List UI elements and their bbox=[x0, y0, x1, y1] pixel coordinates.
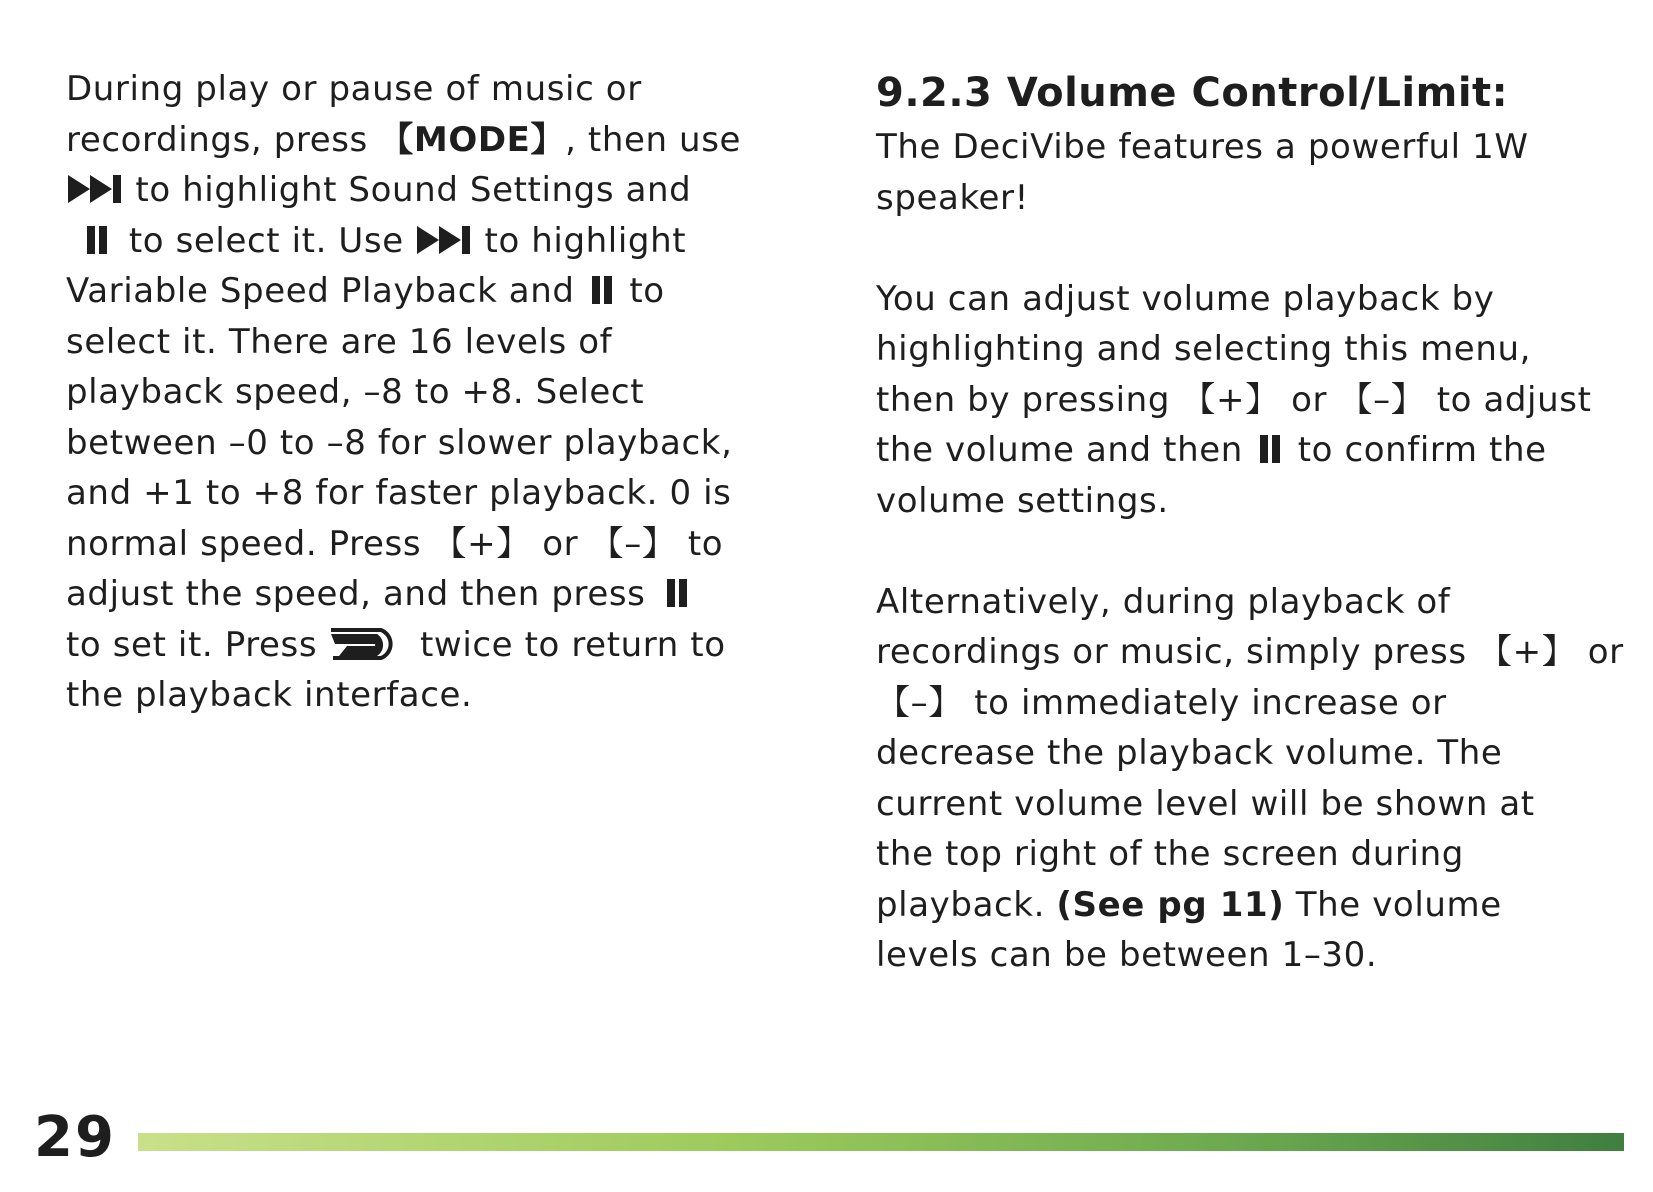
left-line-8: between –0 to –8 for slower playback, bbox=[66, 422, 733, 463]
left-line-11 bbox=[66, 569, 786, 620]
section-heading: 9.2.3 Volume Control/Limit: bbox=[876, 70, 1509, 116]
pause-icon bbox=[657, 577, 697, 609]
left-line-12 bbox=[66, 620, 786, 671]
paragraph-spacer bbox=[876, 223, 1616, 274]
footer-gradient-bar bbox=[138, 1133, 1624, 1151]
back-return-icon bbox=[329, 626, 409, 660]
pause-icon bbox=[77, 224, 117, 256]
text: adjust the speed, and then press bbox=[66, 574, 657, 614]
text: to confirm the bbox=[1286, 430, 1547, 470]
left-line-3 bbox=[66, 165, 786, 216]
left-line-7: playback speed, –8 to +8. Select bbox=[66, 372, 645, 412]
text: , then use bbox=[565, 119, 742, 160]
left-line-9: and +1 to +8 for faster playback. 0 is bbox=[66, 473, 732, 513]
mode-key-label: 【MODE】 bbox=[379, 119, 566, 160]
section-body bbox=[876, 122, 1624, 981]
right-line: highlighting and selecting this menu, bbox=[876, 329, 1532, 369]
right-line: levels can be between 1–30. bbox=[876, 935, 1378, 975]
skip-forward-icon bbox=[415, 224, 473, 256]
text: recordings, press bbox=[66, 119, 380, 160]
right-line: the top right of the screen during bbox=[876, 834, 1464, 874]
left-line-6: select it. There are 16 levels of bbox=[66, 321, 613, 362]
paragraph-spacer bbox=[876, 526, 1616, 577]
left-line-10: normal speed. Press 【+】 or 【–】 to bbox=[66, 523, 724, 564]
left-line-13: the playback interface. bbox=[66, 675, 473, 715]
text: to highlight bbox=[473, 220, 687, 261]
left-line-4 bbox=[66, 216, 786, 267]
text: the volume and then bbox=[876, 430, 1255, 470]
right-line: You can adjust volume playback by bbox=[876, 278, 1495, 319]
text: to highlight Sound Settings and bbox=[124, 170, 692, 210]
right-line bbox=[876, 880, 1616, 931]
text: to set it. Press bbox=[66, 624, 329, 665]
text: Variable Speed Playback and bbox=[66, 271, 586, 311]
left-line-1: During play or pause of music or bbox=[66, 69, 642, 109]
right-column bbox=[876, 64, 1624, 981]
skip-forward-icon bbox=[66, 173, 124, 205]
pause-icon bbox=[1254, 433, 1286, 465]
text: to select it. Use bbox=[117, 220, 416, 261]
left-column bbox=[66, 64, 786, 721]
pause-icon bbox=[586, 274, 618, 306]
page-reference: (See pg 11) bbox=[1056, 884, 1285, 925]
right-line: speaker! bbox=[876, 177, 1029, 218]
page-number: 29 bbox=[34, 1105, 116, 1170]
right-line: volume settings. bbox=[876, 480, 1169, 521]
right-line: 【–】 to immediately increase or bbox=[876, 682, 1447, 723]
right-line: Alternatively, during playback of bbox=[876, 581, 1451, 622]
text: to bbox=[617, 271, 665, 311]
right-line bbox=[876, 425, 1616, 476]
right-line: current volume level will be shown at bbox=[876, 783, 1535, 824]
text: twice to return to bbox=[408, 624, 726, 665]
right-line: recordings or music, simply press 【+】 or bbox=[876, 632, 1624, 672]
right-line: The DeciVibe features a powerful 1W bbox=[876, 127, 1529, 167]
right-line: decrease the playback volume. The bbox=[876, 733, 1503, 773]
text: playback. bbox=[876, 884, 1057, 925]
left-line-2 bbox=[66, 115, 786, 166]
text: The volume bbox=[1284, 884, 1502, 925]
right-line: then by pressing 【+】 or 【–】 to adjust bbox=[876, 379, 1592, 420]
left-line-5 bbox=[66, 266, 786, 317]
